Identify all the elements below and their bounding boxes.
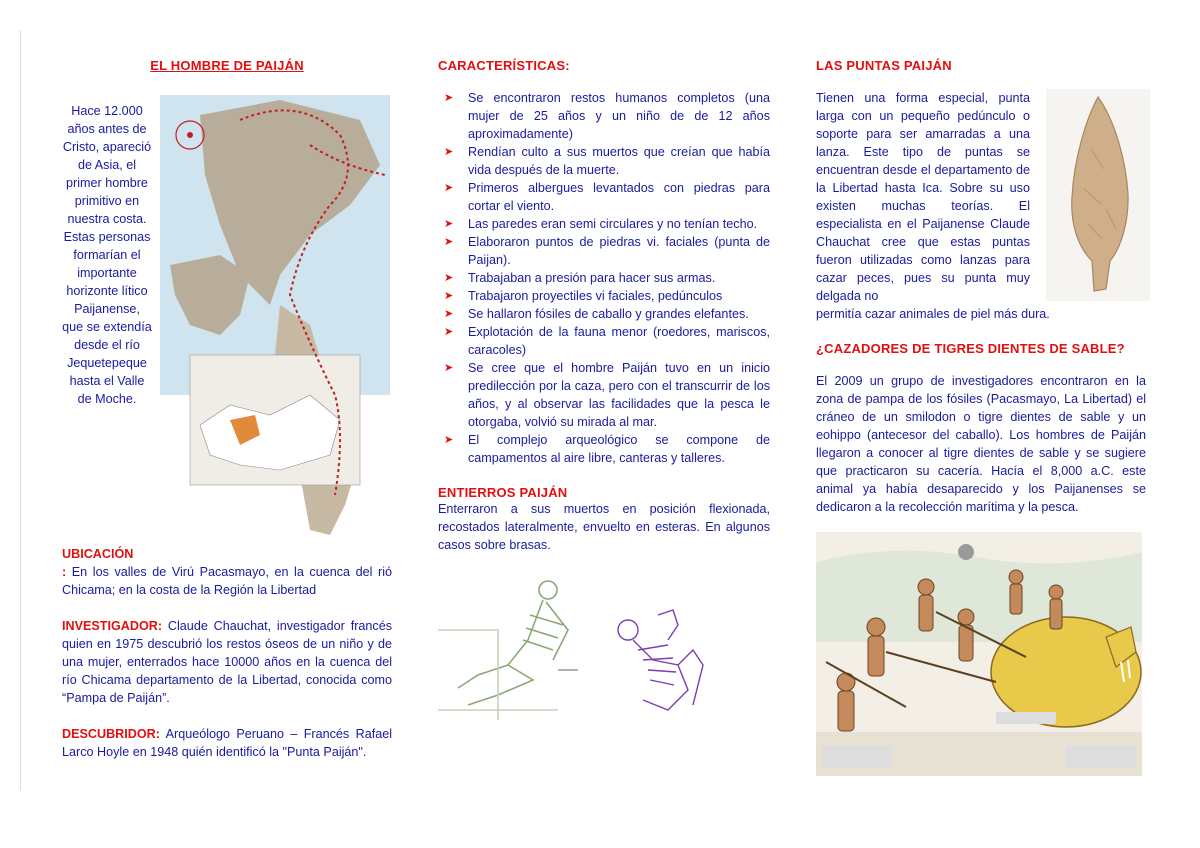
paijan-point-image [1046,89,1150,301]
arrow-bullet-icon: ➤ [444,236,454,248]
descubridor-text: Arqueólogo Peruano – Francés Rafael Larco Hoyle en 1948 quién identificó la "Punta Paiján". [62,727,392,759]
arrow-bullet-icon: ➤ [444,218,454,230]
intro-text: Hace 12.000 años antes de Cristo, apareció de Asia, el primer hombre primitivo en nuestra costa. Estas personas formarían el importante horizonte lítico Paijanense, que se extendía desde el río Jequetepeque hasta el Valle de Moche. [62,103,152,406]
list-item: ➤ Las paredes eran semi circulares y no tenían techo. [444,217,758,231]
page-margin-line [20,30,21,790]
ubicacion-title: UBICACIÓN [62,547,134,561]
arrow-bullet-icon: ➤ [444,308,454,320]
puntas-text: Tienen una forma especial, punta larga con un pequeño pedúnculo o soporte para ser amarradas a una lanza. Este tipo de puntas se encuentran desde el departamento de la Libertad hasta Ica. Sobre su uso existen muchas teorías. El especialista en el Paijanense Claude Chauchat cree que estas puntas fueron utilizadas como lanzas para cazar peces, pues su punta muy delgada no [816,91,1030,303]
investigador-text: Claude Chauchat, investigador francés quien en 1975 descubrió los restos óseos de un niño y de una mujer, enterrados hace 10000 años en la cuenca del río Chicama departamento de la Libertad, conocida como “Pampa de Paiján”. [62,619,392,705]
section-title-puntas-paijan: LAS PUNTAS PAIJÁN [816,58,952,73]
list-item: ➤ Elaboraron puntos de piedras vi. faciales (punta de Paijan). [444,235,770,267]
tigres-text: El 2009 un grupo de investigadores encontraron en la zona de pampa de los fósiles (Pacasmayo, La Libertad) el cráneo de un smilodon o tigre dientes de sable y un eohippo (antecesor del caballo). Los hombres de Paiján llegaron a conocer al tigre dientes de sable y se sugiere que practicaron su cacería. Hacía el 8,000 a.C. este animal ya había desaparecido y los Paijanenses se dedicaron a la recolección marítima y la pesca. [816,374,1146,514]
list-item: ➤ Se hallaron fósiles de caballo y grandes elefantes. [444,307,749,321]
column-caracteristicas [438,58,770,725]
arrow-bullet-icon: ➤ [444,272,454,284]
descubridor-title: DESCUBRIDOR: [62,727,160,741]
arrow-bullet-icon: ➤ [444,290,454,302]
list-item: ➤ Trabajaron proyectiles vi faciales, pedúnculos [444,289,723,303]
descubridor-paragraph [62,725,392,761]
column-puntas-paijan [816,58,1146,781]
intro-block [62,89,392,539]
section-title-hombre-paijan: EL HOMBRE DE PAIJÁN [150,58,304,73]
list-item: ➤ Explotación de la fauna menor (roedores, mariscos, caracoles) [444,325,770,357]
list-item: ➤ Se encontraron restos humanos completos (una mujer de 25 años y un niño de de 12 años aproximadamente) [444,91,770,141]
investigador-title: INVESTIGADOR: [62,619,163,633]
ubicacion-paragraph [62,545,392,599]
list-item: ➤ Trabajaban a presión para hacer sus armas. [444,271,716,285]
list-item: ➤ Se cree que el hombre Paiján tuvo en un inicio predilección por la caza, pero con el transcurrir de los años, y al observar las facilidades que la pesca le otorgaba, volvió su mirada al mar. [444,361,770,429]
arrow-bullet-icon: ➤ [444,92,454,104]
list-item: ➤ Rendían culto a sus muertos que creían que había vida después de la muerte. [444,145,770,177]
ubicacion-colon: : [62,565,67,579]
section-title-tigres: ¿CAZADORES DE TIGRES DIENTES DE SABLE? [816,341,1125,356]
arrow-bullet-icon: ➤ [444,434,454,446]
list-item: ➤ Primeros albergues levantados con piedras para cortar el viento. [444,181,770,213]
characteristics-list [438,89,770,467]
section-title-entierros: ENTIERROS PAIJÁN [438,485,568,500]
ubicacion-text: En los valles de Virú Pacasmayo, en la cuenca del rió Chicama; en la costa de la Región la Libertad [62,565,392,597]
investigador-paragraph [62,617,392,707]
arrow-bullet-icon: ➤ [444,362,454,374]
arrow-bullet-icon: ➤ [444,146,454,158]
list-item: ➤ El complejo arqueológico se compone de campamentos al aire libre, canteras y talleres. [444,433,770,465]
migration-map-image [160,75,390,543]
arrow-bullet-icon: ➤ [444,182,454,194]
skeleton-burial-illustration [438,570,738,720]
puntas-text-tail: permitía cazar animales de piel más dura. [816,307,1050,321]
puntas-block [816,89,1146,323]
column-hombre-paijan [62,58,392,761]
section-title-caracteristicas: CARACTERÍSTICAS: [438,58,570,73]
arrow-bullet-icon: ➤ [444,326,454,338]
entierros-text: Enterraron a sus muertos en posición flexionada, recostados lateralmente, envuelto en esteras. En algunos casos sobre brasas. [438,502,770,552]
sabertooth-hunt-illustration [816,532,1142,776]
